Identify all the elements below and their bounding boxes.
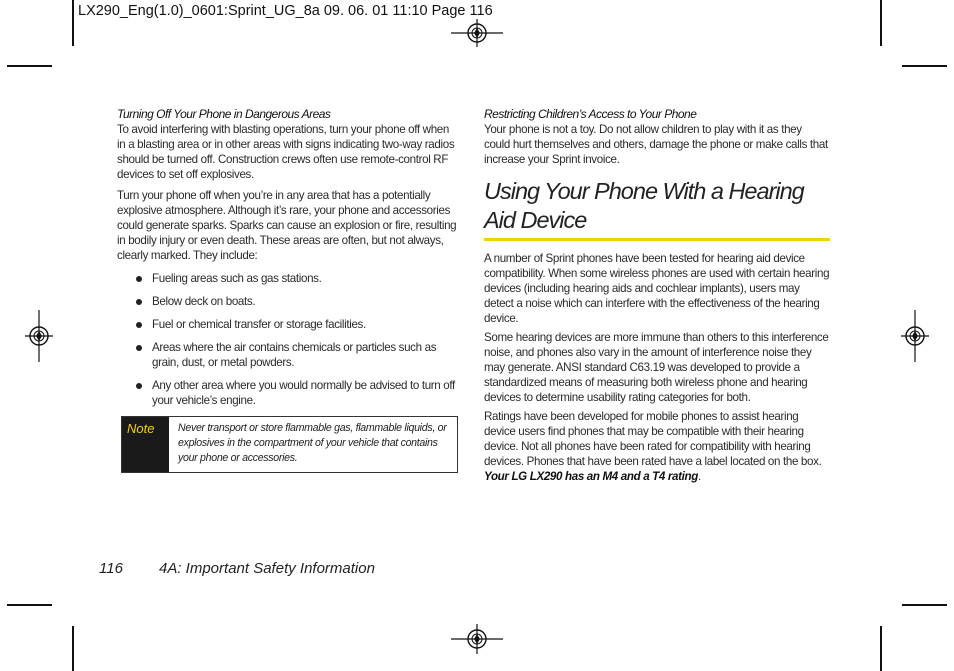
crop-mark [72, 0, 74, 46]
crop-mark [880, 0, 882, 46]
crop-mark [72, 626, 74, 671]
page-number: 116 [99, 560, 123, 577]
crop-mark [902, 65, 947, 67]
paragraph: To avoid interfering with blasting operations, turn your phone off when in a blasting area or in other areas with signs indicating two-way radios should be turned off. Construction crews often use remote-control RF devices to set off explosives. [117, 123, 455, 181]
section-subhead: Turning Off Your Phone in Dangerous Areas [117, 107, 331, 121]
list-item-text: Any other area where you would normally be advised to turn off your vehicle’s engine. [152, 379, 455, 407]
list-item [117, 317, 459, 332]
right-column [484, 107, 830, 484]
section-heading: Using Your Phone With a Hearing Aid Device [484, 178, 804, 233]
registration-mark-icon [25, 310, 53, 362]
section-title: 4A: Important Safety Information [159, 560, 375, 577]
registration-mark-icon [451, 19, 503, 47]
paragraph-text: Ratings have been developed for mobile phones to assist hearing device users find phones that may be compatible with their hearing device. Not all phones have been rated for compatibility with hearing devices. Phones that have been rated have a label located on the box. [484, 410, 822, 468]
print-slug: LX290_Eng(1.0)_0601:Sprint_UG_8a 09. 06. 01 11:10 Page 116 [78, 3, 493, 19]
bullet-icon [136, 383, 142, 389]
bullet-icon [136, 322, 142, 328]
crop-mark [7, 604, 52, 606]
note-label: Note [122, 417, 169, 472]
list-item [117, 378, 459, 408]
list-item [117, 271, 459, 286]
list-item-text: Areas where the air contains chemicals or particles such as grain, dust, or metal powders. [152, 341, 437, 369]
list-item [117, 294, 459, 309]
section-subhead: Restricting Children’s Access to Your Phone [484, 107, 697, 121]
bullet-icon [136, 299, 142, 305]
registration-mark-icon [451, 624, 503, 654]
list-item [117, 340, 459, 370]
paragraph-text-end: . [698, 470, 701, 483]
hazard-list [117, 271, 459, 408]
bullet-icon [136, 276, 142, 282]
paragraph: A number of Sprint phones have been tested for hearing aid device compatibility. When some wireless phones are used with certain hearing devices (including hearing aids and cochlear implants), users may detect a noise which can interfere with the effectiveness of the hearing device. [484, 252, 830, 325]
crop-mark [902, 604, 947, 606]
paragraph [484, 409, 830, 484]
crop-mark [880, 626, 882, 671]
page-footer [99, 560, 375, 577]
registration-mark-icon [901, 310, 929, 362]
note-box [121, 416, 458, 473]
list-item-text: Fueling areas such as gas stations. [152, 272, 322, 285]
bullet-icon [136, 345, 142, 351]
left-column [117, 107, 459, 416]
crop-mark [7, 65, 52, 67]
note-text: Never transport or store flammable gas, flammable liquids, or explosives in the compartment of your vehicle that contains your phone or accessories. [178, 422, 447, 464]
list-item-text: Below deck on boats. [152, 295, 256, 308]
paragraph: Some hearing devices are more immune than others to this interference noise, and phones also vary in the amount of interference noise they may generate. ANSI standard C63.19 was developed to provide a standardized means of measuring both wireless phone and hearing devices to determine usability rating categories for both. [484, 331, 829, 404]
paragraph: Your phone is not a toy. Do not allow children to play with it as they could hurt themselves and others, damage the phone or make calls that increase your Sprint invoice. [484, 123, 828, 166]
rating-statement: Your LG LX290 has an M4 and a T4 rating [484, 470, 698, 483]
list-item-text: Fuel or chemical transfer or storage facilities. [152, 318, 366, 331]
paragraph: Turn your phone off when you’re in any area that has a potentially explosive atmosphere. Although it’s rare, your phone and accessories could generate sparks. Sparks can cause an explosion or fire, resulting in bodily injury or even death. These areas are often, but not always, clearly marked. They include: [117, 189, 457, 262]
